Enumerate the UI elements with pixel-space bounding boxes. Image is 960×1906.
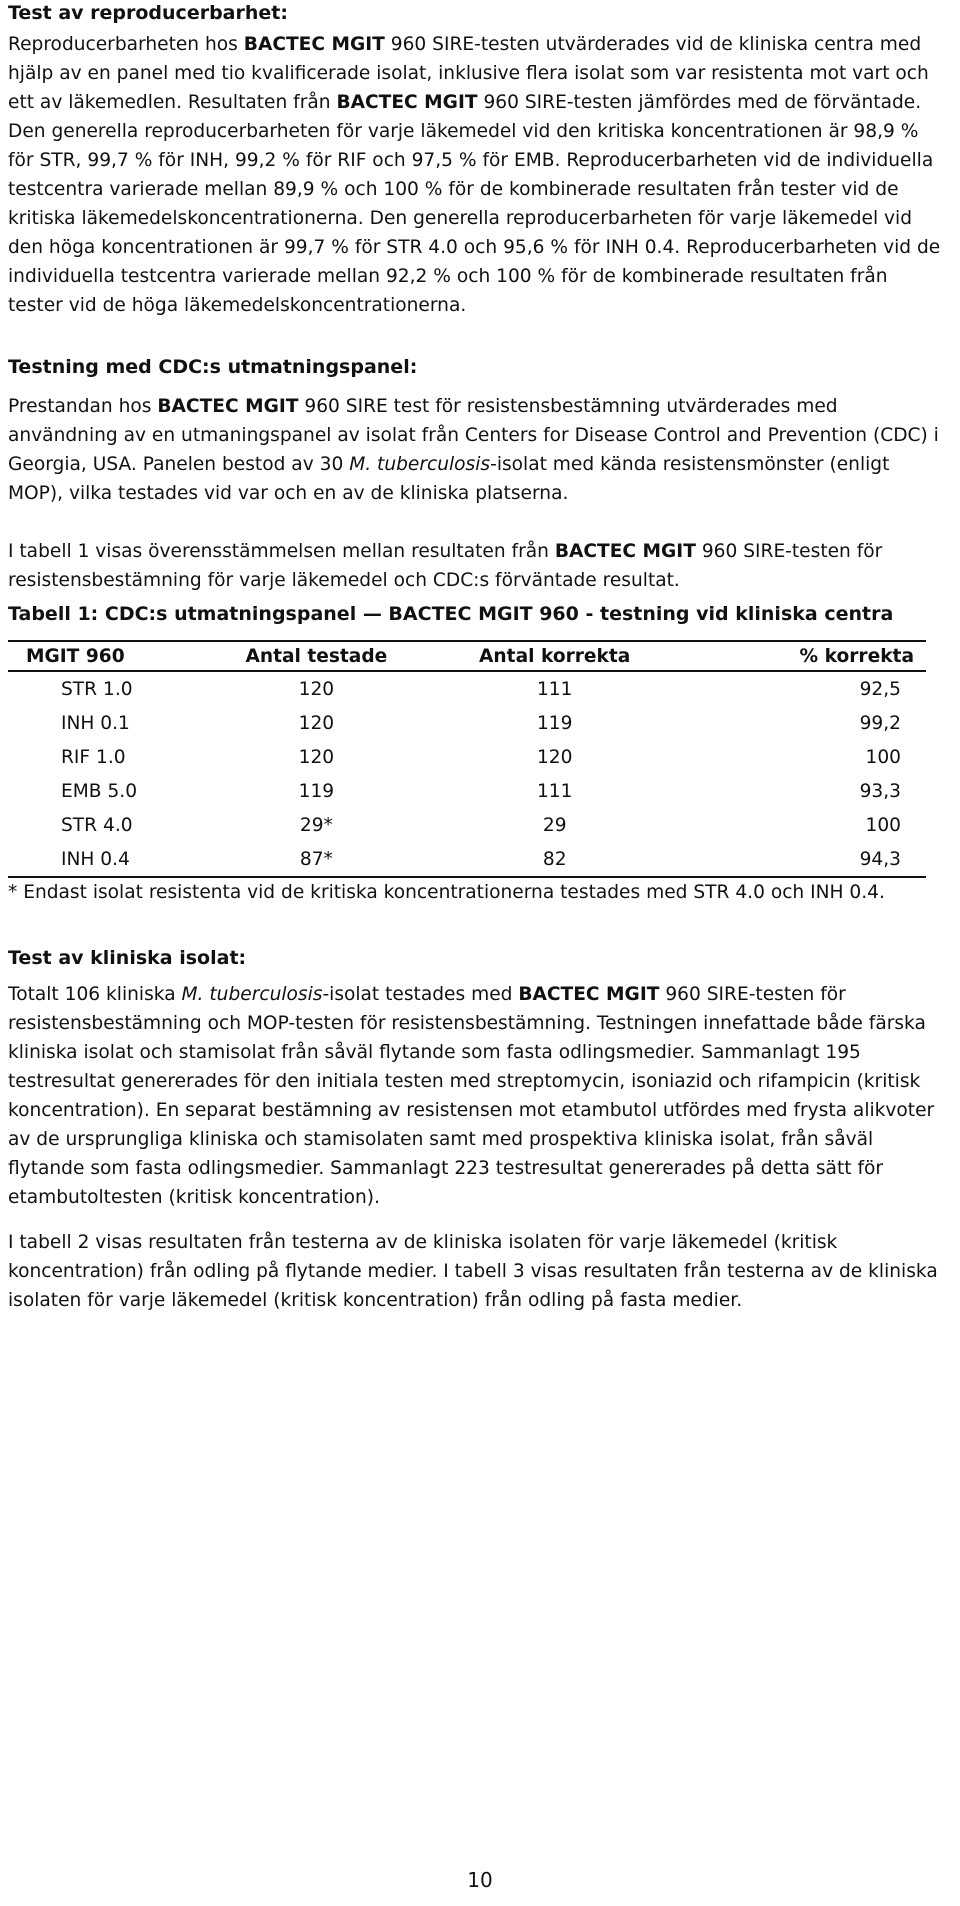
page-number: 10 <box>467 1868 493 1892</box>
table-cell: 93,3 <box>859 780 901 802</box>
table-cell: RIF 1.0 <box>61 746 126 768</box>
table-footnote: * Endast isolat resistenta vid de kritiska koncentrationerna testades med STR 4.0 och INH 0.4. <box>8 882 885 903</box>
table-cell: INH 0.1 <box>61 712 130 734</box>
brand-name: BACTEC MGIT <box>554 541 696 562</box>
table-cell: 99,2 <box>859 712 901 734</box>
table-1-title: Tabell 1: CDC:s utmatningspanel — BACTEC MGIT 960 - testning vid kliniska centra <box>8 603 894 625</box>
section-heading-cdc-panel: Testning med CDC:s utmatningspanel: <box>8 356 418 378</box>
table-cell: 29 <box>542 814 567 836</box>
species-name: M. tuberculosis <box>349 454 491 475</box>
column-header: Antal korrekta <box>418 641 692 671</box>
table-row <box>8 774 926 808</box>
reproducibility-paragraph: Reproducerbarheten hos BACTEC MGIT 960 SIRE-testen utvärderades vid de kliniska centra med hjälp av en panel med tio kvalificerade isolat, inklusive flera isolat som var resistenta mot vart och ett av läkemedlen. Resultaten från BACTEC MGIT 960 SIRE-testen jämfördes med de förväntade. Den generella reproducerbarheten för varje läkemedel vid den kritiska koncentrationen är 98,9 % för STR, 99,7 % för INH, 99,2 % för RIF och 97,5 % för EMB. Reproducerbarheten vid de individuella testcentra varierade mellan 89,9 % och 100 % för de kombinerade resultaten från tester vid de kritiska läkemedelskoncentrationerna. Den generella reproducerbarheten för varje läkemedel vid den höga koncentrationen är 99,7 % för STR 4.0 och 95,6 % för INH 0.4. Reproducerbarheten vid de individuella testcentra varierade mellan 92,2 % och 100 % för de kombinerade resultaten från tester vid de höga läkemedelskoncentrationerna. <box>8 34 941 316</box>
table-row <box>8 842 926 877</box>
brand-name: BACTEC MGIT <box>243 34 385 55</box>
brand-name: BACTEC MGIT <box>518 984 660 1005</box>
table-cell: 120 <box>536 746 573 768</box>
clinical-isolates-paragraph-2: I tabell 2 visas resultaten från testerna av de kliniska isolaten för varje läkemedel (kritisk koncentration) från odling på flytande medier. I tabell 3 visas resultaten från testerna av de kliniska isolaten för varje läkemedel (kritisk koncentration) från odling på fasta medier. <box>8 1232 938 1311</box>
table-cell: 94,3 <box>692 842 926 877</box>
section-heading-reproducibility: Test av reproducerbarhet: <box>8 2 288 24</box>
table-cell: 82 <box>418 842 692 877</box>
table-cell: 119 <box>298 780 335 802</box>
table-cell: 120 <box>298 712 335 734</box>
column-header: MGIT 960 <box>8 641 215 671</box>
table-cell: STR 4.0 <box>61 814 133 836</box>
table-cell: EMB 5.0 <box>61 780 138 802</box>
table-row <box>8 671 926 706</box>
table-cell: 100 <box>865 746 901 768</box>
clinical-isolates-paragraph-1: Totalt 106 kliniska M. tuberculosis-isolat testades med BACTEC MGIT 960 SIRE-testen för resistensbestämning och MOP-testen för resistensbestämning. Testningen innefattade både färska kliniska isolat och stamisolat från såväl flytande som fasta odlingsmedier. Sammanlagt 195 testresultat genererades för den initiala testen med streptomycin, isoniazid och rifampicin (kritisk koncentration). En separat bestämning av resistensen mot etambutol utfördes med frysta alikvoter av de ursprungliga kliniska och stamisolaten samt med prospektiva kliniska isolat, från såväl flytande som fasta odlingsmedier. Sammanlagt 223 testresultat genererades på detta sätt för etambutoltesten (kritisk koncentration). <box>8 984 935 1208</box>
species-name: M. tuberculosis <box>181 984 323 1005</box>
cdc-panel-paragraph-2: I tabell 1 visas överensstämmelsen mellan resultaten från BACTEC MGIT 960 SIRE-testen för resistensbestämning för varje läkemedel och CDC:s förväntade resultat. <box>8 541 883 591</box>
table-cell: 120 <box>298 746 335 768</box>
table-cell: 119 <box>536 712 573 734</box>
column-header: Antal testade <box>215 641 418 671</box>
table-cell: 29* <box>299 814 333 836</box>
cdc-panel-paragraph-1: Prestandan hos BACTEC MGIT 960 SIRE test för resistensbestämning utvärderades med användning av en utmaningspanel av isolat från Centers for Disease Control and Prevention (CDC) i Georgia, USA. Panelen bestod av 30 M. tuberculosis-isolat med kända resistensmönster (enligt MOP), vilka testades vid var och en av de kliniska platserna. <box>8 396 939 504</box>
table-row <box>8 740 926 774</box>
table-header-row <box>8 641 926 671</box>
table-cell: 100 <box>865 814 901 836</box>
results-table <box>8 640 926 878</box>
table-cell: 87* <box>215 842 418 877</box>
table-cell: INH 0.4 <box>8 842 215 877</box>
table-row <box>8 706 926 740</box>
table-cell: STR 1.0 <box>61 678 133 700</box>
column-header: % korrekta <box>692 641 926 671</box>
brand-name: BACTEC MGIT <box>157 396 299 417</box>
table-cell: 111 <box>536 780 573 802</box>
brand-name: BACTEC MGIT <box>336 92 478 113</box>
section-heading-clinical-isolates: Test av kliniska isolat: <box>8 947 247 969</box>
table-row <box>8 808 926 842</box>
table-cell: 120 <box>298 678 335 700</box>
table-cell: 111 <box>536 678 573 700</box>
table-cell: 92,5 <box>859 678 901 700</box>
